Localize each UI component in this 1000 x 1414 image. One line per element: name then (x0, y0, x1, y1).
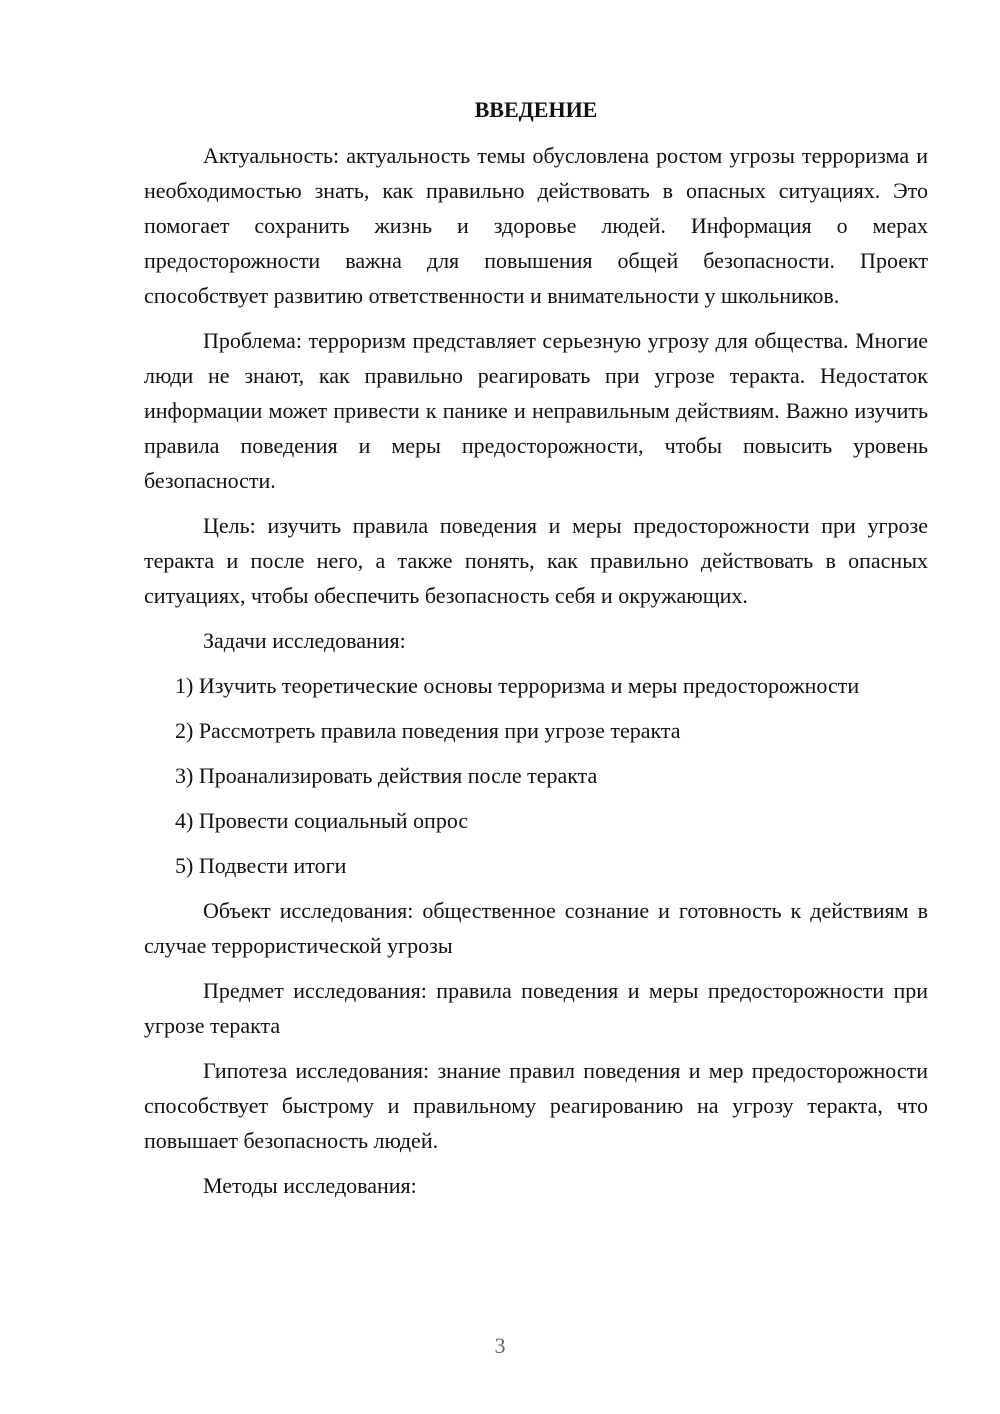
paragraph-problem: Проблема: терроризм представляет серьезную угрозу для общества. Многие люди не знают, как правильно реагировать при угрозе теракта. Недостаток информации может привести к панике и неправильным действиям. Важно изучить правила поведения и меры предосторожности, чтобы повысить уровень безопасности. (144, 328, 928, 493)
task-item-2: 2) Рассмотреть правила поведения при угрозе теракта (175, 718, 681, 743)
paragraph-subject: Предмет исследования: правила поведения и меры предосторожности при угрозе теракта (144, 978, 928, 1038)
task-item-5: 5) Подвести итоги (175, 853, 347, 878)
paragraph-hypothesis: Гипотеза исследования: знание правил поведения и мер предосторожности способствует быстрому и правильному реагированию на угрозу теракта, что повышает безопасность людей. (144, 1058, 928, 1153)
task-item-4: 4) Провести социальный опрос (175, 808, 469, 833)
paragraph-goal: Цель: изучить правила поведения и меры предосторожности при угрозе теракта и после него, а также понять, как правильно действовать в опасных ситуациях, чтобы обеспечить безопасность себя и окружающих. (144, 513, 928, 608)
task-item-1: 1) Изучить теоретические основы терроризма и меры предосторожности (175, 673, 860, 698)
page-content (144, 94, 928, 1213)
page-number: 3 (494, 1333, 506, 1358)
paragraph-relevance: Актуальность: актуальность темы обусловлена ростом угрозы терроризма и необходимостью знать, как правильно действовать в опасных ситуациях. Это помогает сохранить жизнь и здоровье людей. Информация о мерах предосторожности важна для повышения общей безопасности. Проект способствует развитию ответственности и внимательности у школьников. (144, 143, 928, 308)
tasks-heading: Задачи исследования: (203, 628, 406, 653)
task-item-3: 3) Проанализировать действия после теракта (175, 763, 598, 788)
methods-heading: Методы исследования: (203, 1173, 417, 1198)
paragraph-object: Объект исследования: общественное сознание и готовность к действиям в случае террористической угрозы (144, 898, 928, 958)
page-title: ВВЕДЕНИЕ (474, 97, 598, 122)
